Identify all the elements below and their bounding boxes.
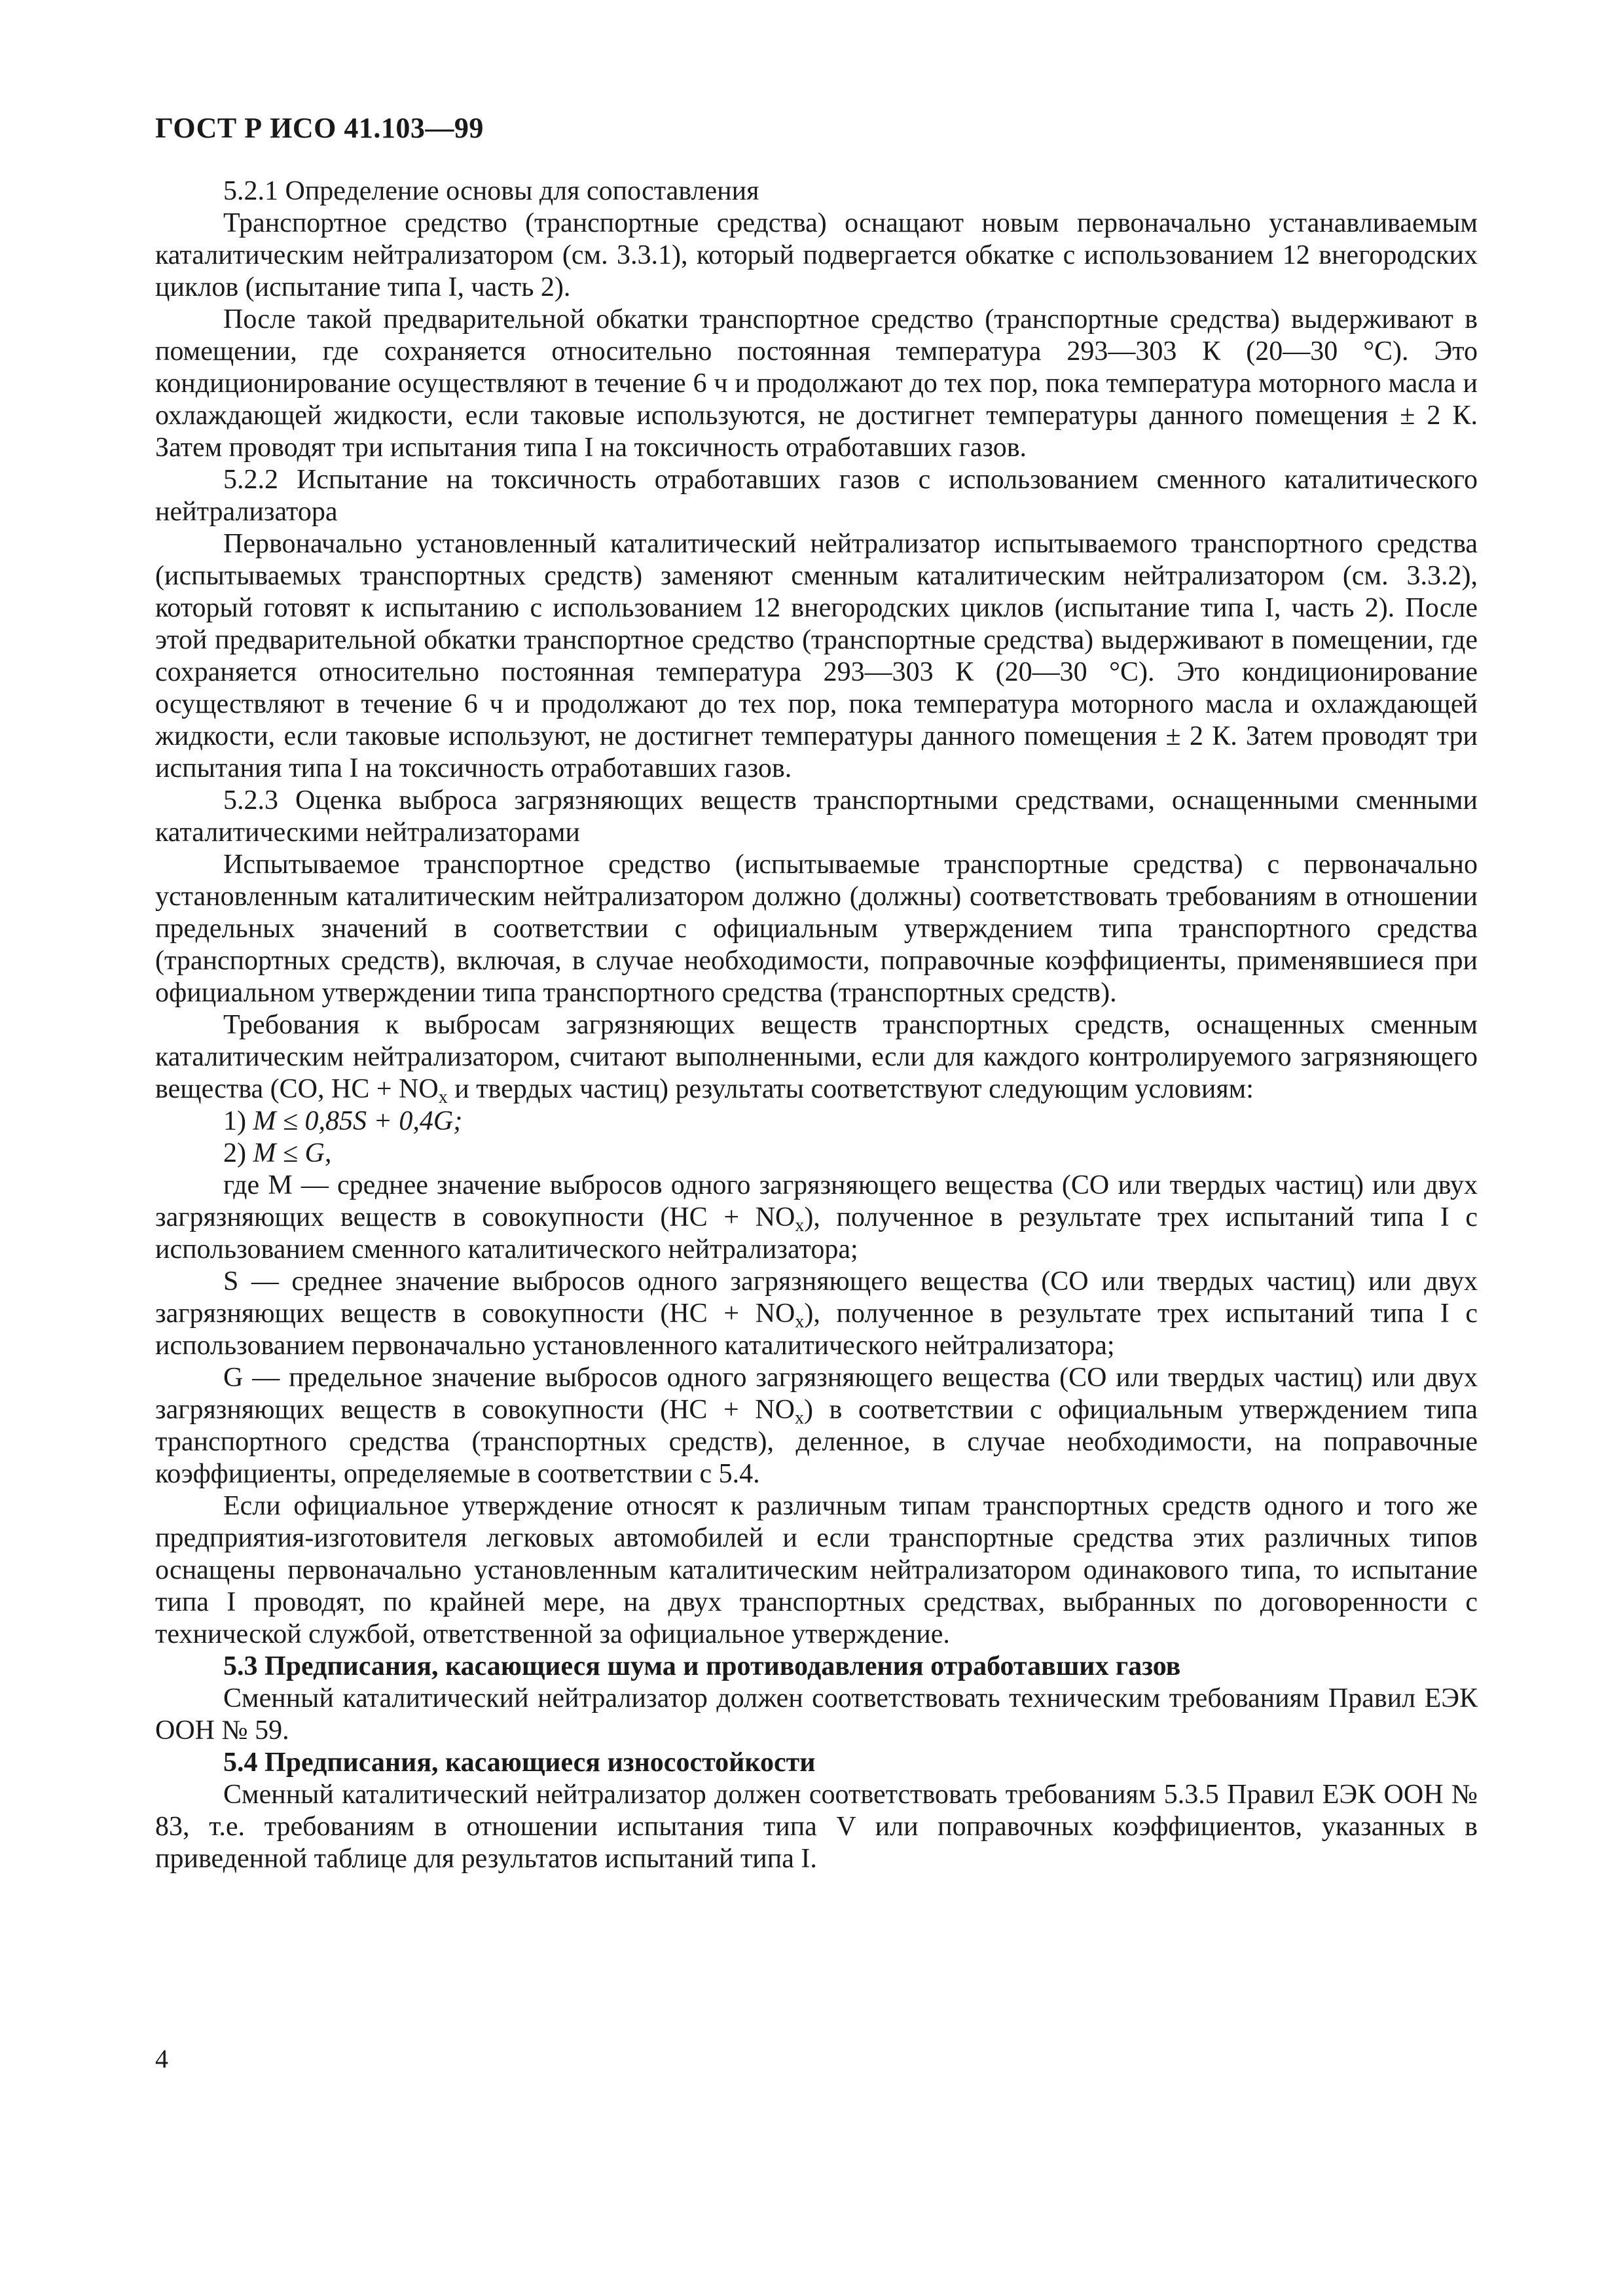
paragraph: Первоначально установленный каталитический нейтрализатор испытываемого транспортного средства (испытываемых транспортных средств) заменяют сменным каталитическим нейтрализатором (см. 3.3.2), который готовят к испытанию с использованием 12 внегородских циклов (испытание типа I, часть 2). После этой предварительной обкатки транспортное средство (транспортные средства) выдерживают в помещении, где сохраняется относительно постоянная температура 293—303 К (20—30 °С). Это кондиционирование осуществляют в течение 6 ч и продолжают до тех пор, пока температура моторного масла и охлаждающей жидкости, если таковые используют, не достигнет температуры данного помещения ± 2 К. Затем проводят три испытания типа I на токсичность отработавших газов. xyxy=(155,529,1478,783)
paragraph: Сменный каталитический нейтрализатор должен соответствовать требованиям 5.3.5 Правил ЕЭК ООН № 83, т.е. требованиям в отношении испытания типа V или поправочных коэффициентов, указанных в приведенной таблице для результатов испытаний типа I. xyxy=(155,1780,1478,1874)
formula-1 xyxy=(155,1105,1478,1138)
section-heading-5-2-2: 5.2.2 Испытание на токсичность отработавших газов с использованием сменного каталитического нейтрализатора xyxy=(155,465,1478,527)
document-designation: ГОСТ Р ИСО 41.103—99 xyxy=(155,112,484,144)
subscript: x xyxy=(795,1312,805,1332)
text-part: и твердых частиц) результаты соответствуют следующим условиям: xyxy=(447,1074,1254,1104)
paragraph: Если официальное утверждение относят к различным типам транспортных средств одного и того же предприятия-изготовителя легковых автомобилей и если транспортные средства этих различных типов оснащены первоначально установленным каталитическим нейтрализатором одинакового типа, то испытание типа I проводят, по крайней мере, на двух транспортных средствах, выбранных по договоренности с технической службой, ответственной за официальное утверждение. xyxy=(155,1491,1478,1649)
text-part: где M — среднее значение выбросов одного загрязняющего вещества (CO или твердых частиц) или двух загрязняющих веществ в совокупности (HC + NO xyxy=(155,1170,1478,1232)
text-part: ), полученное в результате трех испытаний типа I с использованием первоначально установленного каталитического нейтрализатора; xyxy=(155,1299,1478,1361)
text-part: G — предельное значение выбросов одного загрязняющего вещества (CO или твердых частиц) или двух загрязняющих веществ в совокупности (HC + NO xyxy=(155,1363,1478,1425)
paragraph: Сменный каталитический нейтрализатор должен соответствовать техническим требованиям Правил ЕЭК ООН № 59. xyxy=(155,1683,1478,1746)
definition-s xyxy=(155,1266,1478,1362)
definition-m xyxy=(155,1170,1478,1266)
formula-number: 2) xyxy=(223,1138,246,1168)
text-part: S — среднее значение выбросов одного загрязняющего вещества (CO или твердых частиц) или двух загрязняющих веществ в совокупности (HC + NO xyxy=(155,1266,1478,1329)
subscript: x xyxy=(438,1087,448,1107)
formula-body: M ≤ 0,85S + 0,4G; xyxy=(253,1106,463,1136)
formula-body: M ≤ G, xyxy=(253,1138,332,1168)
formula-2 xyxy=(155,1138,1478,1170)
section-heading-5-2-1: 5.2.1 Определение основы для сопоставления xyxy=(223,176,759,206)
document-body xyxy=(155,175,1478,1875)
paragraph-requirements xyxy=(155,1009,1478,1105)
section-heading-5-2-3: 5.2.3 Оценка выброса загрязняющих веществ транспортными средствами, оснащенными сменными каталитическими нейтрализаторами xyxy=(155,785,1478,848)
section-heading-5-3: 5.3 Предписания, касающиеся шума и противодавления отработавших газов xyxy=(223,1651,1181,1681)
definition-g xyxy=(155,1362,1478,1490)
section-heading-5-4: 5.4 Предписания, касающиеся износостойкости xyxy=(223,1748,816,1778)
paragraph: После такой предварительной обкатки транспортное средство (транспортные средства) выдерживают в помещении, где сохраняется относительно постоянная температура 293—303 К (20—30 °С). Это кондиционирование осуществляют в течение 6 ч и продолжают до тех пор, пока температура моторного масла и охлаждающей жидкости, если таковые используются, не достигнет температуры данного помещения ± 2 К. Затем проводят три испытания типа I на токсичность отработавших газов. xyxy=(155,304,1478,463)
text-part: Требования к выбросам загрязняющих веществ транспортных средств, оснащенных сменным каталитическим нейтрализатором, считают выполненными, если для каждого контролируемого загрязняющего вещества (CO, HC + NO xyxy=(155,1010,1478,1104)
text-part: ), полученное в результате трех испытаний типа I с использованием сменного каталитического нейтрализатора; xyxy=(155,1202,1478,1265)
paragraph: Испытываемое транспортное средство (испытываемые транспортные средства) с первоначально установленным каталитическим нейтрализатором должно (должны) соответствовать требованиям в отношении предельных значений в соответствии с официальным утверждением типа транспортного средства (транспортных средств), включая, в случае необходимости, поправочные коэффициенты, применявшиеся при официальном утверждении типа транспортного средства (транспортных средств). xyxy=(155,850,1478,1008)
subscript: x xyxy=(794,1408,804,1428)
paragraph: Транспортное средство (транспортные средства) оснащают новым первоначально устанавливаемым каталитическим нейтрализатором (см. 3.3.1), который подвергается обкатке с использованием 12 внегородских циклов (испытание типа I, часть 2). xyxy=(155,208,1478,302)
page-number: 4 xyxy=(155,2044,168,2073)
text-part: ) в соответствии с официальным утверждением типа транспортного средства (транспортных средств), деленное, в случае необходимости, на поправочные коэффициенты, определяемые в соответствии с 5.4. xyxy=(155,1395,1478,1489)
subscript: x xyxy=(795,1215,805,1236)
formula-number: 1) xyxy=(223,1106,246,1136)
